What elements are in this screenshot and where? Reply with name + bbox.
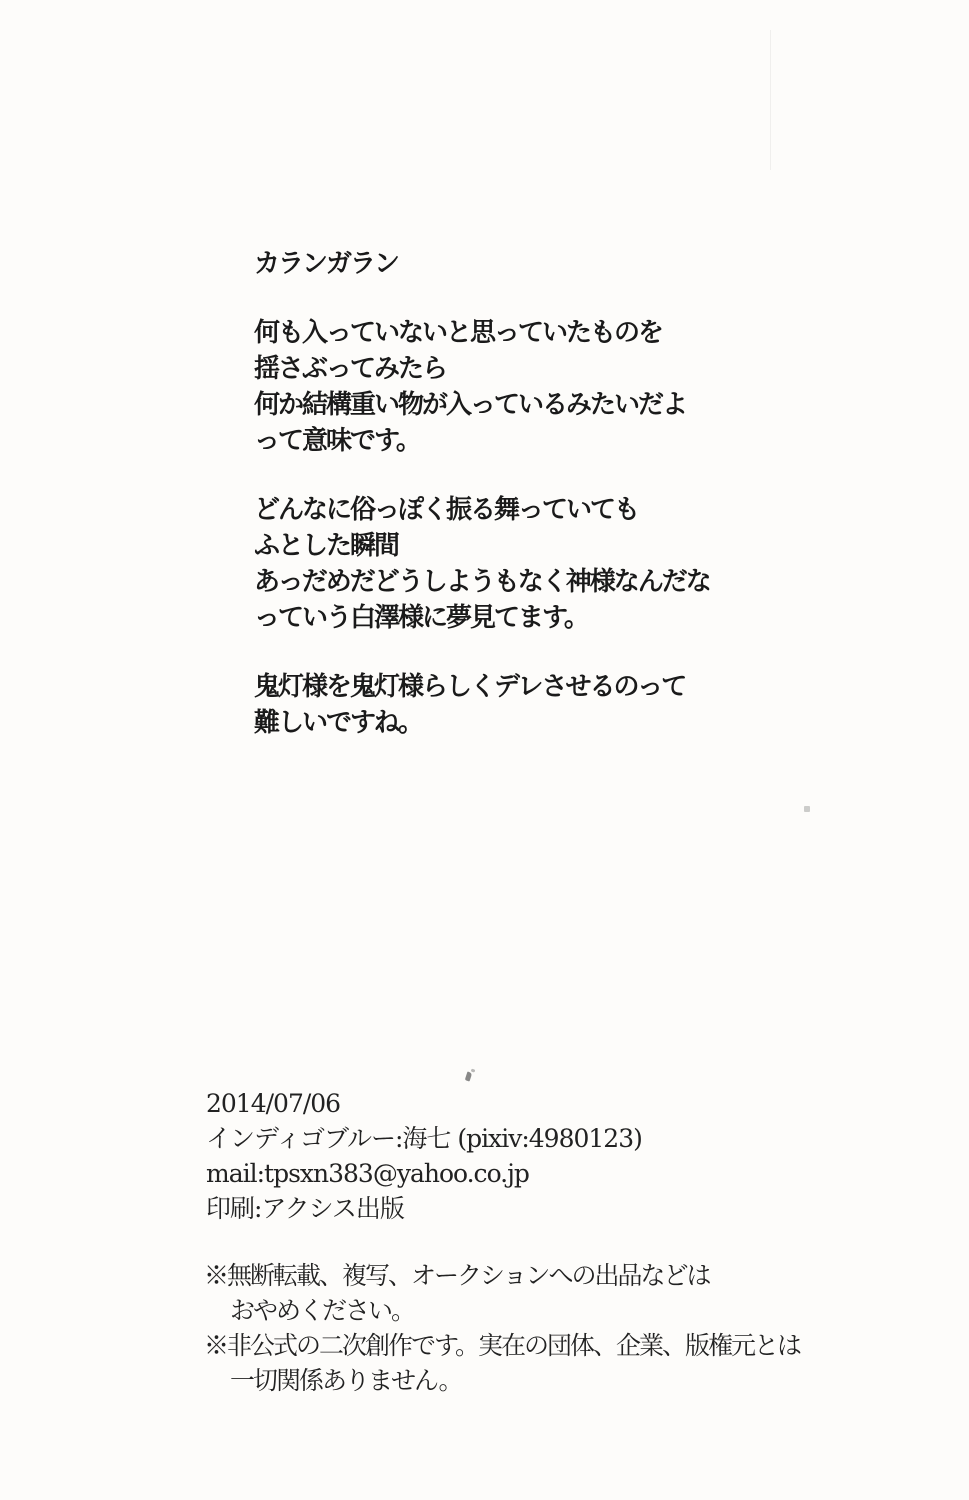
- afterword-line: 難しいですね。: [254, 708, 423, 738]
- afterword-text-block: [254, 246, 710, 774]
- colophon-date: 2014/07/06: [206, 1089, 341, 1118]
- afterword-line: っていう白澤様に夢見てます。: [254, 603, 588, 633]
- scan-scratch-artifact: [770, 30, 771, 170]
- afterword-line: 揺さぶってみたら: [254, 354, 447, 384]
- afterword-line: ふとした瞬間: [254, 531, 399, 561]
- colophon-block: [206, 1086, 642, 1226]
- disclaimer-line: ※無断転載、複写、オークションへの出品などは: [204, 1261, 710, 1290]
- afterword-paragraph: [254, 492, 710, 636]
- colophon-mail: mail:tpsxn383@yahoo.co.jp: [206, 1159, 529, 1188]
- afterword-line: って意味です。: [254, 426, 420, 456]
- colophon-printer: 印刷:アクシス出版: [206, 1194, 404, 1223]
- colophon-circle-author: インディゴブルー:海七 (pixiv:4980123): [206, 1124, 642, 1153]
- disclaimer-line: ※非公式の二次創作です。実在の団体、企業、版権元とは: [204, 1331, 801, 1360]
- afterword-paragraph: [254, 669, 710, 741]
- disclaimer-line: 一切関係ありません。: [230, 1366, 462, 1395]
- afterword-line: 何か結構重い物が入っているみたいだよ: [254, 390, 687, 420]
- scan-speck-artifact: [465, 1071, 473, 1081]
- afterword-paragraph: [254, 315, 710, 459]
- afterword-line: どんなに俗っぽく振る舞っていても: [254, 495, 639, 525]
- disclaimer-line: おやめください。: [230, 1296, 415, 1325]
- scan-speck-artifact: [804, 806, 810, 812]
- disclaimer-block: [204, 1258, 800, 1398]
- afterword-line: 鬼灯様を鬼灯様らしくデレさせるのって: [254, 672, 686, 702]
- afterword-line: 何も入っていないと思っていたものを: [254, 318, 663, 348]
- afterword-paragraph: [254, 246, 710, 282]
- afterword-line: あっだめだどうしようもなく神様なんだな: [254, 567, 710, 597]
- afterword-line: カランガラン: [254, 249, 399, 279]
